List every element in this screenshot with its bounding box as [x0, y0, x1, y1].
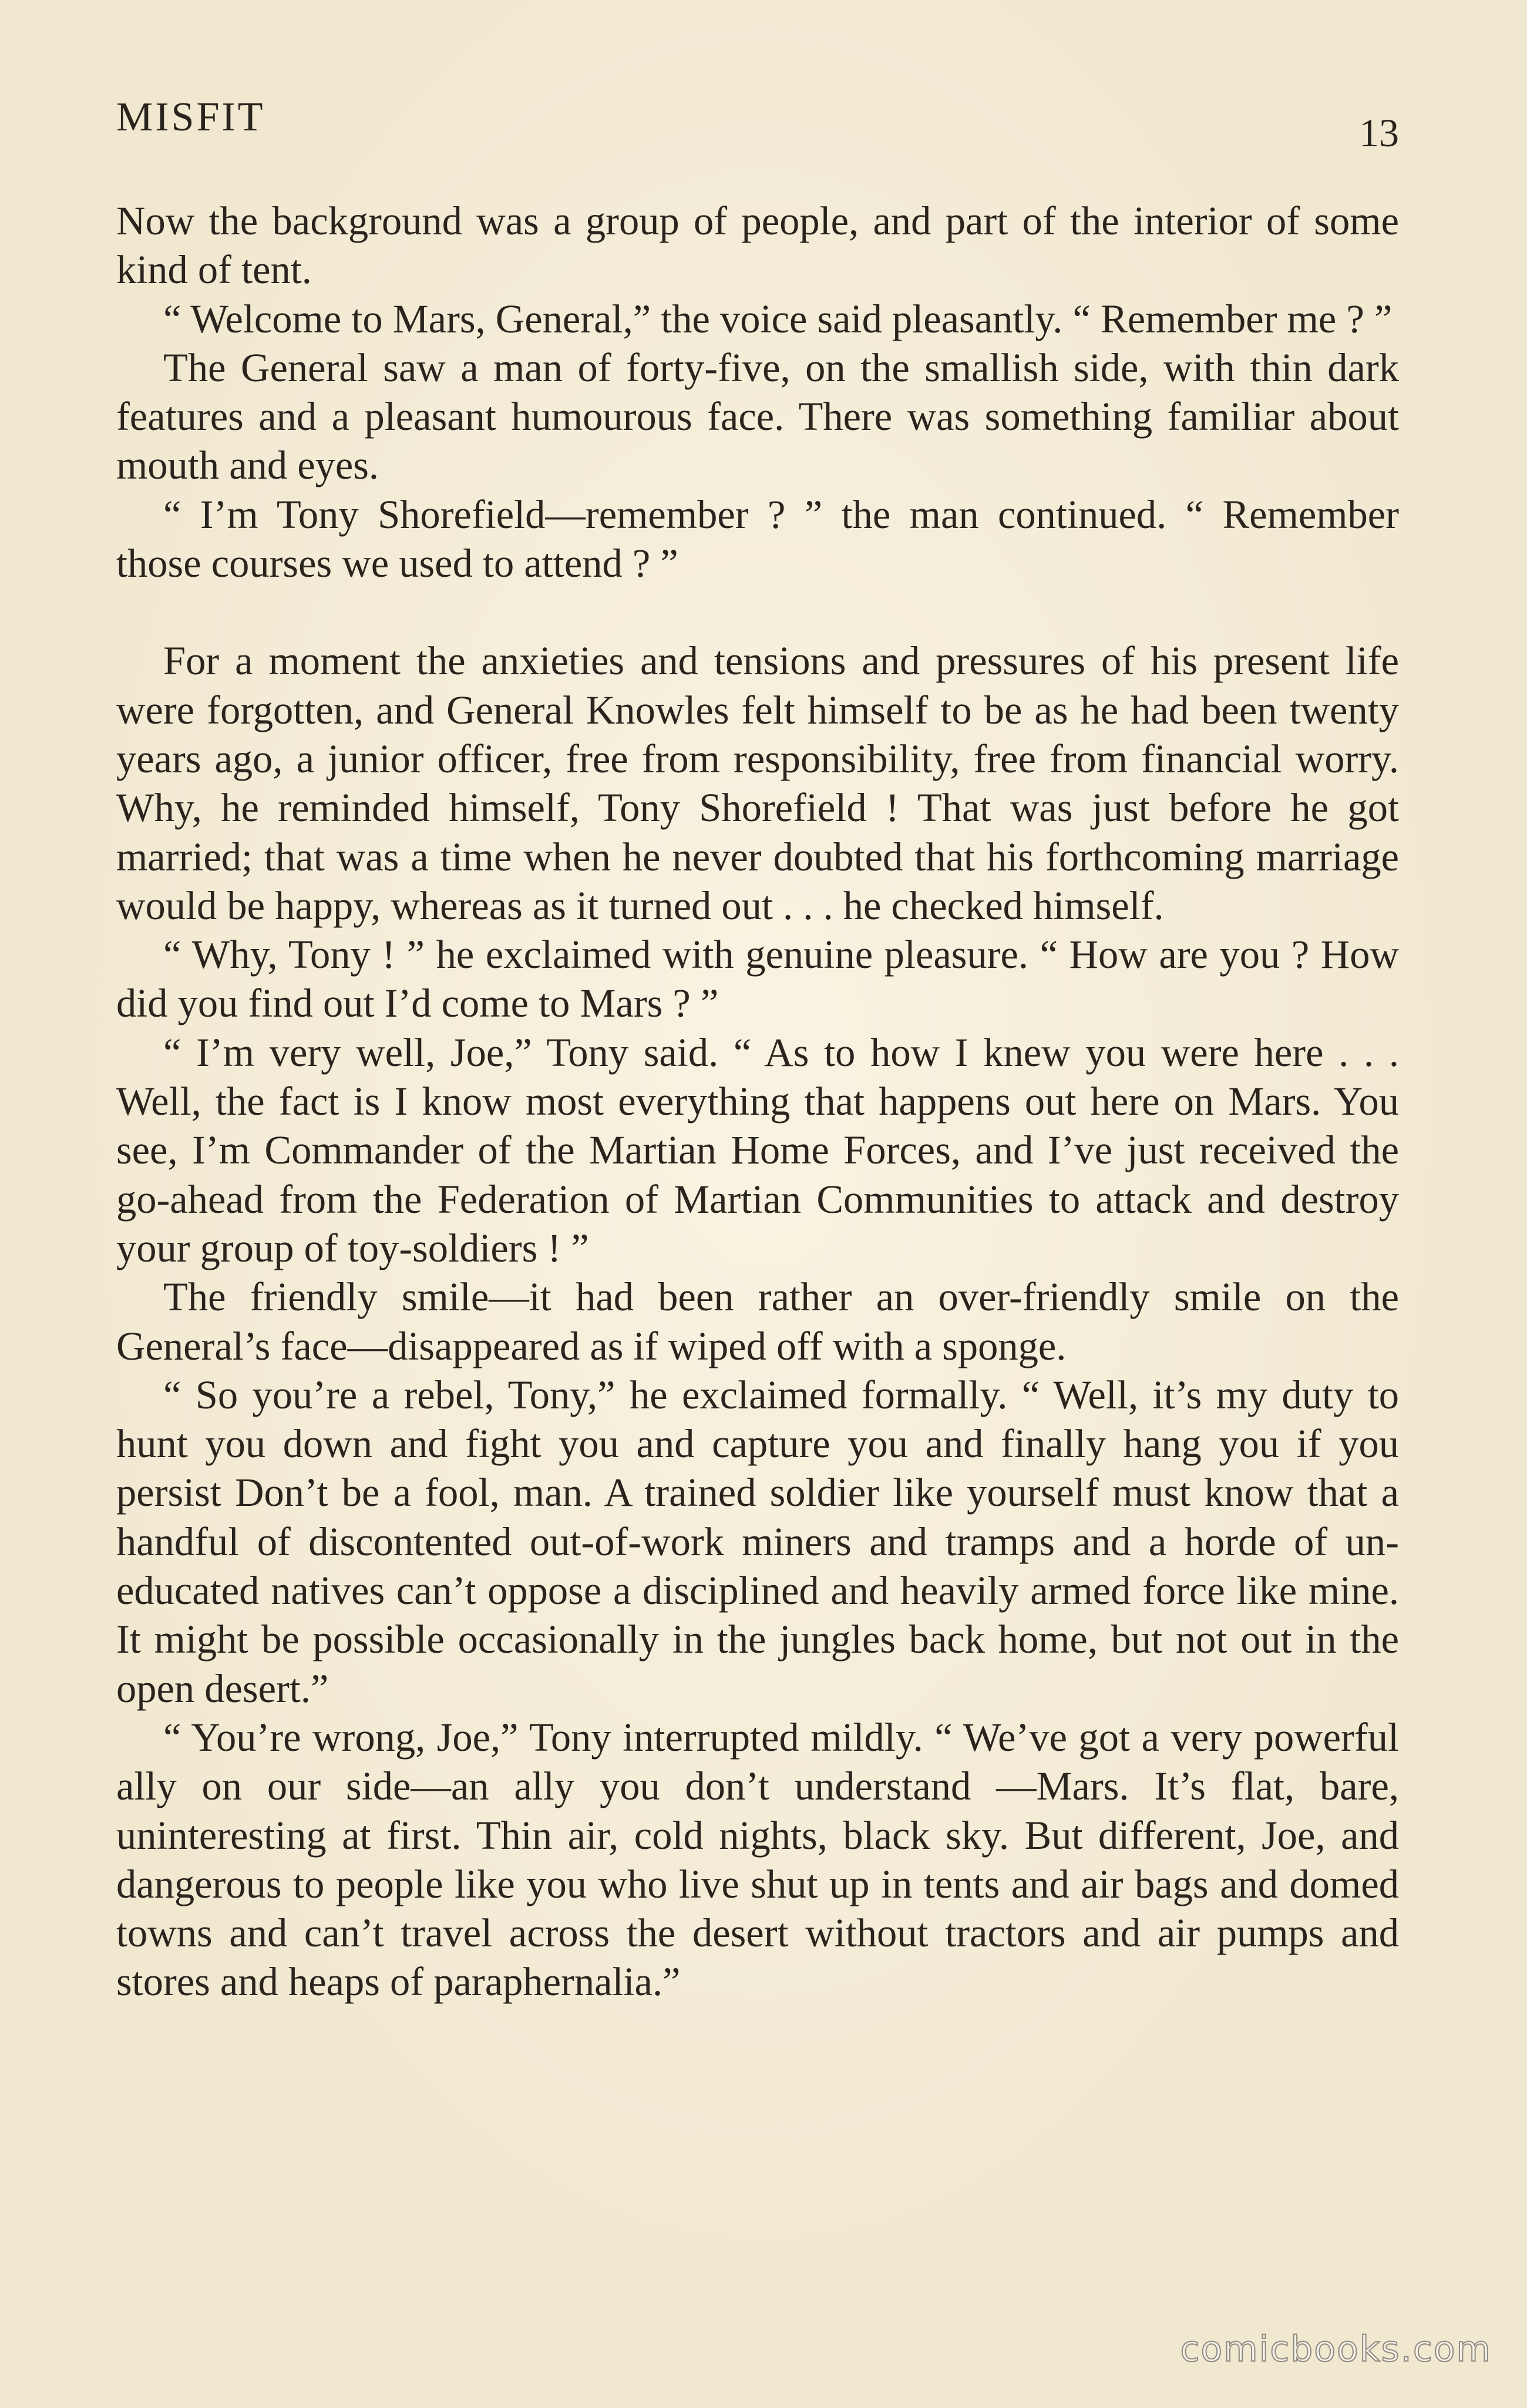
paragraph: “ You’re wrong, Joe,” Tony interrupted mildly. “ We’ve got a very powerful ally on our side—an ally you don’t understand —Mars. It’s flat, bare, uninteresting at first. Thin air, cold nights, black sky. But different, Joe, and dangerous to people like you who live shut up in tents and air bags and domed towns and can’t travel across the desert without tractors and air pumps and stores and heaps of paraphernalia.” — [116, 1714, 1399, 2005]
running-title: MISFIT — [116, 95, 265, 140]
paragraph: The General saw a man of forty-five, on the smallish side, with thin dark features and a pleasant humourous face. There was something familiar about mouth and eyes. — [116, 345, 1399, 488]
paragraph: “ I’m very well, Joe,” Tony said. “ As to how I knew you were here . . . Well, the fact is I know most everything that happens out here on Mars. You see, I’m Commander of the Martian Home Forces, and I’ve just received the go-ahead from the Federation of Martian Communities to attack and destroy your group of toy-soldiers ! ” — [116, 1030, 1399, 1270]
paragraph: “ I’m Tony Shorefield—remember ? ” the man continued. “ Remember those courses we used to attend ? ” — [116, 492, 1399, 586]
page-number: 13 — [1359, 110, 1399, 155]
paragraph: For a moment the anxieties and tensions and pressures of his present life were forgotten, and General Knowles felt himself to be as he had been twenty years ago, a junior officer, free from responsibility, free from financial worry. Why, he reminded himself, Tony Shorefield ! That was just before he got married; that was a time when he never doubted that his forthcoming marriage would be happy, whereas as it turned out . . . he checked himself. — [116, 638, 1399, 928]
paragraph: The friendly smile—it had been rather an over-friendly smile on the General’s face—disappeared as if wiped off with a sponge. — [116, 1274, 1399, 1368]
body-text — [116, 197, 1399, 2007]
paragraph: “ Why, Tony ! ” he exclaimed with genuine pleasure. “ How are you ? How did you find out I’d come to Mars ? ” — [116, 932, 1399, 1026]
watermark-logo: comicbooks.com — [1180, 2329, 1492, 2370]
paragraph: “ So you’re a rebel, Tony,” he exclaimed formally. “ Well, it’s my duty to hunt you down and fight you and capture you and finally hang you if you persist Don’t be a fool, man. A trained soldier like yourself must know that a handful of discontented out-of-work miners and tramps and a horde of uneducated natives can’t oppose a disciplined and heavily armed force like mine. It might be possible occasionally in the jungles back home, but not out in the open desert.” — [116, 1372, 1399, 1711]
paragraph: Now the background was a group of people, and part of the interior of some kind of tent. — [116, 199, 1399, 292]
paragraph: “ Welcome to Mars, General,” the voice said pleasantly. “ Remember me ? ” — [163, 296, 1393, 341]
